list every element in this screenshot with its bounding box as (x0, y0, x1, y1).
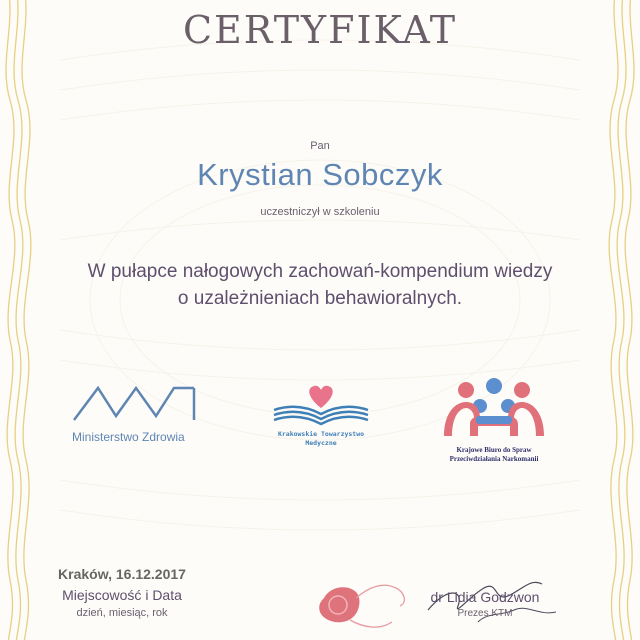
place-date-sublabel: dzień, miesiąc, rok (76, 607, 168, 619)
place-date-label: Miejscowość i Data (62, 587, 182, 603)
recipient-name: Krystian Sobczyk (197, 157, 443, 192)
place-and-date: Kraków, 16.12.2017 (58, 566, 186, 582)
ministry-of-health-logo (72, 382, 212, 454)
ktm-name (260, 430, 382, 448)
ktm-name-line2: Medyczne (305, 439, 337, 447)
people-circle-icon (436, 376, 552, 446)
ministry-name: Ministerstwo Zdrowia (72, 430, 185, 444)
signatory-name: dr Lidia Godzwon (430, 589, 540, 605)
salutation: Pan (310, 140, 330, 152)
kbpn-name (422, 446, 566, 464)
participation-text: uczestniczył w szkoleniu (260, 206, 380, 218)
kbpn-name-line2: Przeciwdziałania Narkomanii (449, 455, 539, 463)
ktm-name-line1: Krakowskie Towarzystwo (277, 430, 365, 438)
mz-mark-icon (72, 382, 202, 424)
right-border-ornament (600, 0, 640, 640)
kbpn-logo (436, 376, 552, 476)
kbpn-name-line1: Krajowe Biuro do Spraw (456, 446, 532, 454)
heart-book-icon (268, 384, 374, 430)
certificate-title: CERTYFIKAT (182, 8, 458, 52)
ktm-logo (268, 384, 374, 464)
signatory-role: Prezes KTM (457, 608, 513, 619)
course-title (0, 258, 640, 312)
course-title-line2: o uzależnieniach behawioralnych. (177, 288, 463, 309)
course-title-line1: W pułapce nałogowych zachowań-kompendium wiedzy (87, 261, 553, 282)
left-border-ornament (0, 0, 40, 640)
